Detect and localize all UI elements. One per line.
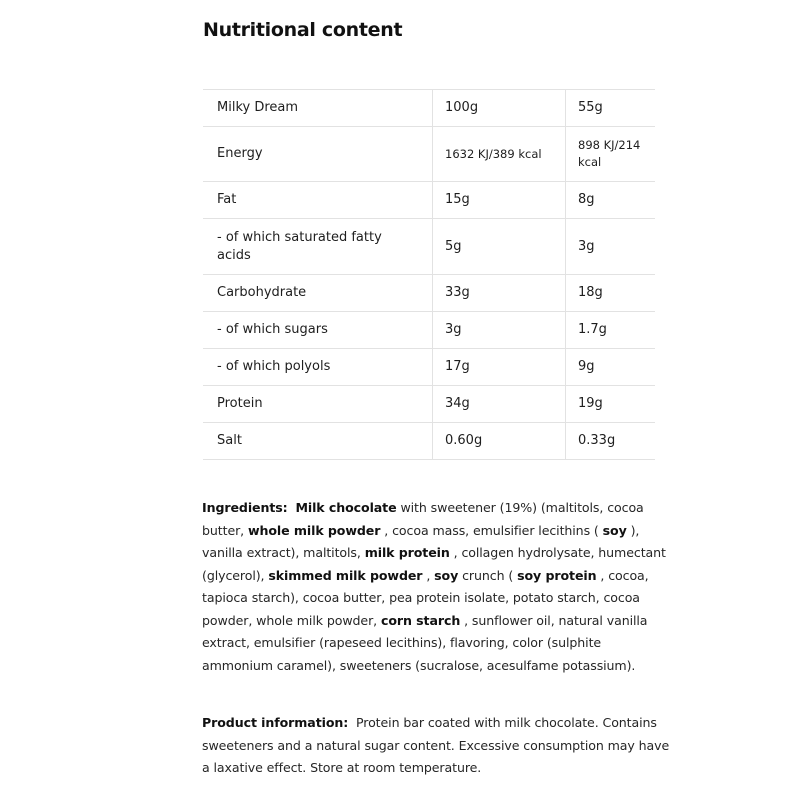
ingredient-segment: , sunflower oil, natural vanilla extract, emulsifier (rapeseed lecithins), flavoring, color (sulphite ammonium caramel), sweeteners (sucralose, acesulfame potassium). (202, 612, 648, 673)
allergen-term: corn starch (380, 612, 461, 628)
allergen-term: soy (434, 567, 459, 583)
allergen-term: whole milk powder (247, 522, 381, 538)
product-information-paragraph (202, 712, 672, 780)
nutrient-label: Carbohydrate (203, 275, 433, 312)
value-100g: 33g (433, 275, 566, 312)
nutrient-label: - of which saturated fatty acids (203, 219, 433, 275)
ingredient-segment: , collagen hydrolysate, humectant (glycerol), (202, 545, 666, 583)
ingredient-segment: , cocoa mass, emulsifier lecithins ( (380, 522, 603, 538)
table-row (203, 182, 655, 219)
nutrient-label: Protein (203, 386, 433, 423)
nutrient-label: Salt (203, 423, 433, 460)
ingredient-segment: crunch ( (458, 567, 518, 583)
value-100g: 5g (433, 219, 566, 275)
table-header-row (203, 90, 655, 127)
table-row (203, 423, 655, 460)
nutrient-label: Fat (203, 182, 433, 219)
ingredient-segment: , cocoa, tapioca starch), cocoa butter, pea protein isolate, potato starch, cocoa powder, whole milk powder, (202, 567, 649, 628)
nutrient-label: - of which sugars (203, 312, 433, 349)
nutrition-table (203, 89, 655, 460)
value-100g: 15g (433, 182, 566, 219)
nutrient-label: Energy (203, 127, 433, 182)
table-row (203, 219, 655, 275)
ingredients-paragraph (202, 497, 672, 677)
nutrient-label: - of which polyols (203, 349, 433, 386)
value-100g: 0.60g (433, 423, 566, 460)
ingredient-segment: , (422, 567, 435, 583)
value-55g: 898 KJ/214 kcal (578, 138, 641, 169)
table-row (203, 127, 655, 182)
value-100g: 17g (433, 349, 566, 386)
allergen-term: skimmed milk powder (268, 567, 423, 583)
value-100g: 34g (433, 386, 566, 423)
page-title: Nutritional content (203, 19, 403, 41)
ingredients-heading: Ingredients: (202, 500, 288, 515)
value-55g: 0.33g (566, 423, 656, 460)
table-row (203, 312, 655, 349)
allergen-term: Milk chocolate (295, 500, 397, 515)
table-row (203, 275, 655, 312)
product-info-heading: Product information: (202, 715, 349, 730)
value-55g: 18g (566, 275, 656, 312)
product-info-text: Protein bar coated with milk chocolate. Contains sweeteners and a natural sugar content. Excessive consumption may have a laxative effect. Store at room temperature. (202, 715, 670, 775)
value-55g: 1.7g (566, 312, 656, 349)
allergen-term: soy (602, 522, 627, 538)
table-row (203, 349, 655, 386)
ingredient-segment: ), vanilla extract), maltitols, (202, 522, 640, 560)
ingredients-text (202, 500, 666, 673)
value-55g: 8g (566, 182, 656, 219)
value-55g: 9g (566, 349, 656, 386)
ingredient-segment: with sweetener (19%) (maltitols, cocoa butter, (202, 500, 644, 538)
value-55g: 19g (566, 386, 656, 423)
product-name-cell: Milky Dream (203, 90, 433, 127)
value-55g: 3g (566, 219, 656, 275)
value-100g: 1632 KJ/389 kcal (445, 146, 542, 161)
table-row (203, 386, 655, 423)
allergen-term: soy protein (517, 567, 597, 583)
allergen-term: milk protein (364, 545, 450, 560)
value-100g: 3g (433, 312, 566, 349)
per-55g-header: 55g (566, 90, 656, 127)
per-100g-header: 100g (433, 90, 566, 127)
